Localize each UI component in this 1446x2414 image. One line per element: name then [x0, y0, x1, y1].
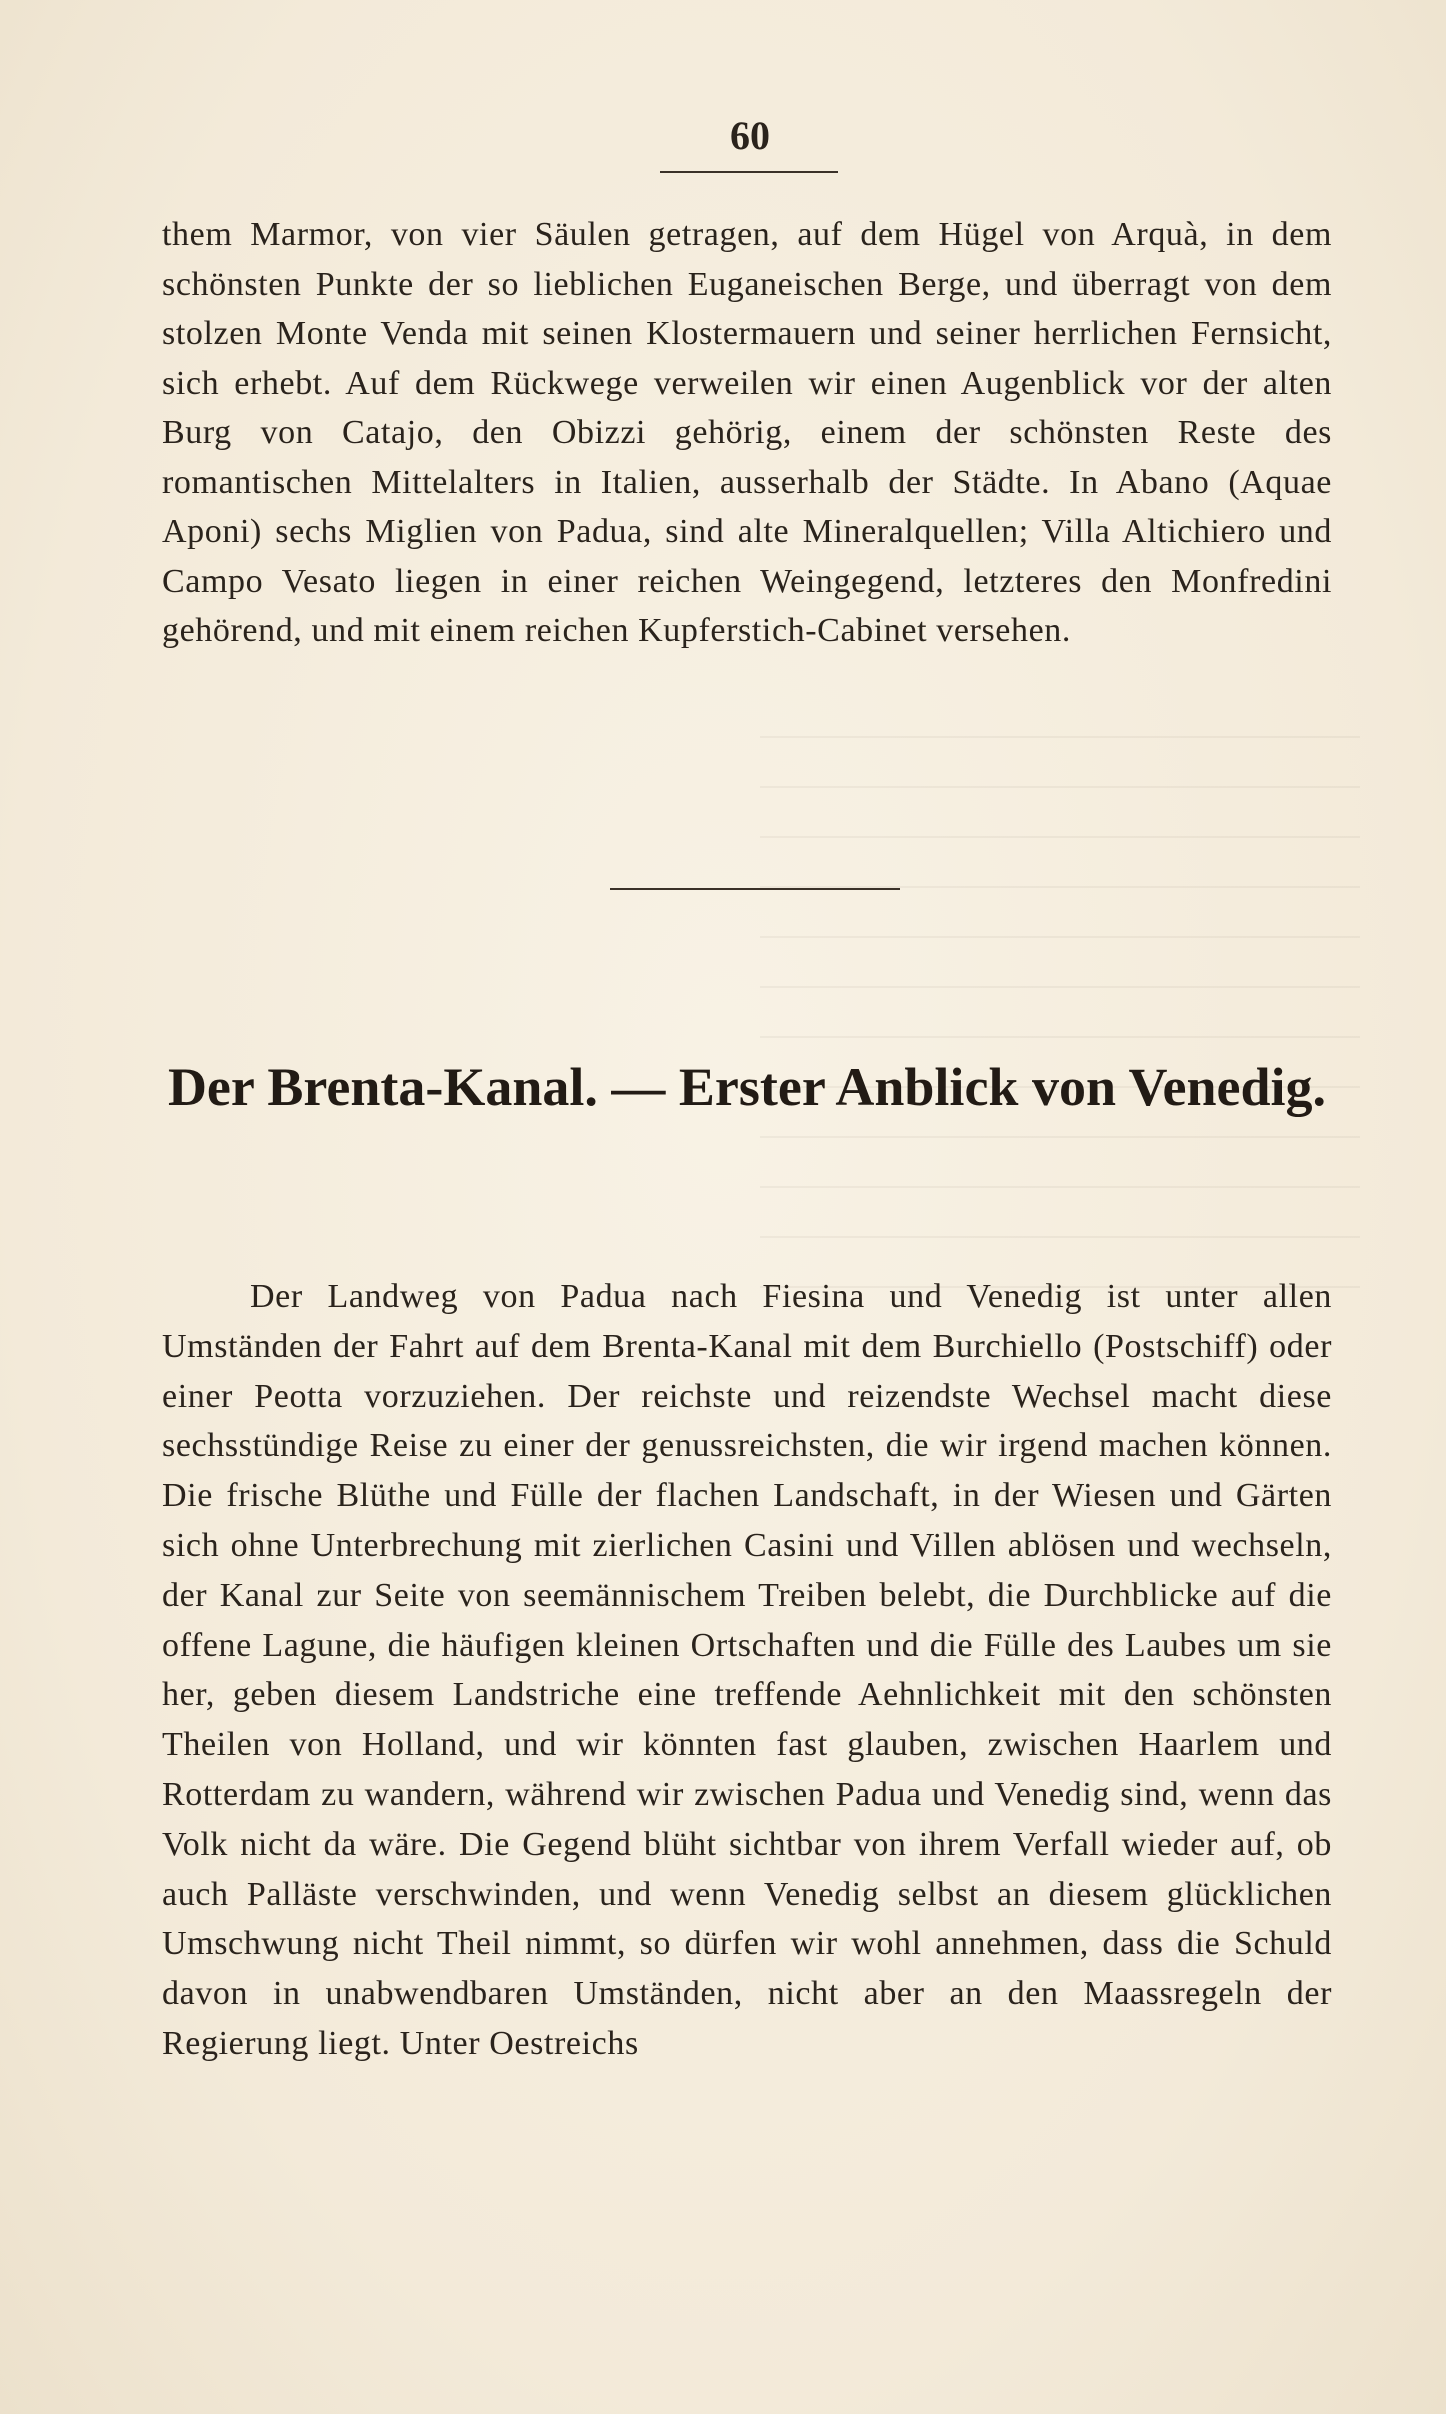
section-divider: [610, 888, 900, 890]
paragraph-continued: them Marmor, von vier Säulen getragen, auf dem Hügel von Arquà, in dem schönsten Punkte der so lieblichen Euganeischen Berge, und überragt von dem stolzen Monte Venda mit seinen Klostermauern und seiner herrlichen Fernsicht, sich erhebt. Auf dem Rückwege verweilen wir einen Augenblick vor der alten Burg von Catajo, den Obizzi gehörig, einem der schönsten Reste des romantischen Mittelalters in Italien, ausserhalb der Städte. In Abano (Aquae Aponi) sechs Miglien von Padua, sind alte Mineralquellen; Villa Altichiero und Campo Vesato liegen in einer reichen Weingegend, letzteres den Monfredini gehörend, und mit einem reichen Kupferstich-Cabinet versehen.: [162, 216, 1332, 649]
page-number-rule: [660, 171, 838, 173]
section-heading: Der Brenta-Kanal. — Erster Anblick von Venedig.: [167, 1057, 1327, 1117]
bleed-through-texture: [760, 700, 1360, 1300]
paragraph-main: Der Landweg von Padua nach Fiesina und Venedig ist unter allen Umständen der Fahrt auf dem Brenta-Kanal mit dem Burchiello (Postschiff) oder einer Peotta vorzuziehen. Der reichste und reizendste Wechsel macht diese sechsstündige Reise zu einer der genussreichsten, die wir irgend machen können. Die frische Blüthe und Fülle der flachen Landschaft, in der Wiesen und Gärten sich ohne Unterbrechung mit zierlichen Casini und Villen ablösen und wechseln, der Kanal zur Seite von seemännischem Treiben belebt, die Durchblicke auf die offene Lagune, die häufigen kleinen Ortschaften und die Fülle des Laubes um sie her, geben diesem Landstriche eine treffende Aehnlichkeit mit den schönsten Theilen von Holland, und wir könnten fast glauben, zwischen Haarlem und Rotterdam zu wandern, während wir zwischen Padua und Venedig sind, wenn das Volk nicht da wäre. Die Gegend blüht sichtbar von ihrem Verfall wieder auf, ob auch Palläste verschwinden, und wenn Venedig selbst an diesem glücklichen Umschwung nicht Theil nimmt, so dürfen wir wohl annehmen, dass die Schuld davon in unabwendbaren Umständen, nicht aber an den Maassregeln der Regierung liegt. Unter Oestreichs: [162, 1278, 1332, 2062]
page-number: 60: [730, 113, 770, 158]
